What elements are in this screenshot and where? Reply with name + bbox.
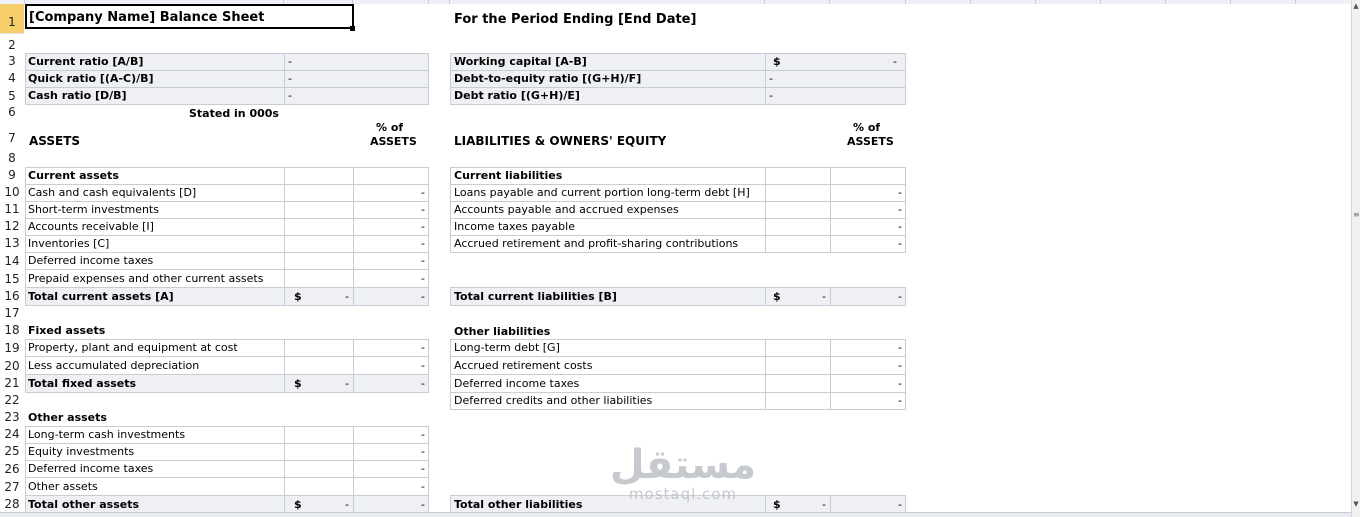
column-header-j[interactable]	[1036, 0, 1101, 4]
sheet-tabs-bar[interactable]	[0, 512, 1352, 517]
total-current-assets-label[interactable]: Total current assets [A]	[28, 290, 174, 303]
asset-row-lt-cash[interactable]: Long-term cash investments	[28, 428, 186, 441]
total-other-assets-label[interactable]: Total other assets	[28, 498, 140, 511]
total-current-assets-currency: $	[294, 290, 302, 303]
column-header-d[interactable]	[429, 0, 450, 4]
row-header-10[interactable]: 10	[0, 184, 24, 202]
quick-ratio-label[interactable]: Quick ratio [(A-C)/B]	[28, 72, 154, 85]
row-header-1[interactable]: 1	[0, 4, 24, 34]
column-header-m[interactable]	[1231, 0, 1296, 4]
row-header-28[interactable]: 28	[0, 496, 24, 514]
liability-row-lt-debt[interactable]: Long-term debt [G]	[454, 341, 560, 354]
liabilities-pct-header-1[interactable]: % of	[853, 121, 881, 134]
row-header-15[interactable]: 15	[0, 270, 24, 289]
liabilities-pct-header-2[interactable]: ASSETS	[847, 135, 894, 148]
liability-payable-pct[interactable]: -	[898, 203, 902, 216]
row-header-27[interactable]: 27	[0, 478, 24, 497]
asset-row-cash[interactable]: Cash and cash equivalents [D]	[28, 186, 197, 199]
liability-deferred-credits-pct[interactable]: -	[898, 394, 902, 407]
total-other-assets-currency: $	[294, 498, 302, 511]
liability-row-income-tax[interactable]: Income taxes payable	[454, 220, 575, 233]
total-other-liabilities-pct[interactable]: -	[898, 498, 902, 511]
cash-ratio-value[interactable]: -	[288, 89, 292, 102]
assets-pct-header-1[interactable]: % of	[376, 121, 404, 134]
working-capital-currency: $	[773, 55, 781, 68]
total-current-liabilities-label[interactable]: Total current liabilities [B]	[454, 290, 617, 303]
watermark-arabic: مستقل	[609, 442, 757, 488]
total-current-assets-value[interactable]: -	[345, 290, 349, 303]
column-header-e[interactable]	[450, 0, 765, 4]
current-assets-header[interactable]: Current assets	[28, 169, 119, 182]
row-header-24[interactable]: 24	[0, 426, 24, 444]
row-header-3[interactable]: 3	[0, 53, 24, 71]
debt-to-equity-label[interactable]: Debt-to-equity ratio [(G+H)/F]	[454, 72, 642, 85]
total-other-liabilities-value[interactable]: -	[822, 498, 826, 511]
liability-row-accrued-retirement[interactable]: Accrued retirement costs	[454, 359, 593, 372]
liability-loans-pct[interactable]: -	[898, 186, 902, 199]
fill-handle[interactable]	[350, 26, 355, 31]
row-header-23[interactable]: 23	[0, 409, 24, 427]
asset-depreciation-pct[interactable]: -	[421, 359, 425, 372]
asset-row-deferred-tax[interactable]: Deferred income taxes	[28, 254, 154, 267]
row-header-13[interactable]: 13	[0, 235, 24, 253]
column-header-k[interactable]	[1101, 0, 1166, 4]
total-fixed-assets-currency: $	[294, 377, 302, 390]
liability-row-payable[interactable]: Accounts payable and accrued expenses	[454, 203, 679, 216]
liability-row-retirement[interactable]: Accrued retirement and profit-sharing contributions	[454, 237, 739, 250]
asset-row-inventories[interactable]: Inventories [C]	[28, 237, 110, 250]
debt-to-equity-value[interactable]: -	[769, 72, 773, 85]
asset-inventories-pct[interactable]: -	[421, 237, 425, 250]
row-header-22[interactable]: 22	[0, 392, 24, 410]
total-fixed-assets-label[interactable]: Total fixed assets	[28, 377, 137, 390]
scroll-grip-icon[interactable]: ≡	[1353, 210, 1360, 219]
stated-in-thousands[interactable]: Stated in 000s	[189, 107, 279, 120]
row-header-17[interactable]: 17	[0, 305, 24, 323]
liability-accrued-retirement-pct[interactable]: -	[898, 359, 902, 372]
asset-row-depreciation[interactable]: Less accumulated depreciation	[28, 359, 200, 372]
row-header-26[interactable]: 26	[0, 460, 24, 479]
asset-deferred-tax-pct[interactable]: -	[421, 254, 425, 267]
asset-row-receivable[interactable]: Accounts receivable [I]	[28, 220, 154, 233]
asset-receivable-pct[interactable]: -	[421, 220, 425, 233]
total-other-liabilities-currency: $	[773, 498, 781, 511]
current-ratio-label[interactable]: Current ratio [A/B]	[28, 55, 144, 68]
asset-row-prepaid[interactable]: Prepaid expenses and other current assets	[28, 272, 264, 285]
column-header-c[interactable]	[353, 0, 429, 4]
liability-income-tax-pct[interactable]: -	[898, 220, 902, 233]
debt-ratio-value[interactable]: -	[769, 89, 773, 102]
row-header-12[interactable]: 12	[0, 218, 24, 236]
total-current-liabilities-pct[interactable]: -	[898, 290, 902, 303]
row-header-25[interactable]: 25	[0, 443, 24, 461]
vertical-scrollbar[interactable]	[1351, 0, 1360, 517]
row-header-2[interactable]: 2	[0, 37, 24, 54]
sheet-title[interactable]: [Company Name] Balance Sheet	[29, 10, 265, 25]
row-header-11[interactable]: 11	[0, 201, 24, 219]
liabilities-header[interactable]: LIABILITIES & OWNERS' EQUITY	[454, 134, 667, 148]
liability-row-deferred-tax[interactable]: Deferred income taxes	[454, 377, 580, 390]
row-header-16[interactable]: 16	[0, 288, 24, 306]
asset-row-equity[interactable]: Equity investments	[28, 445, 135, 458]
working-capital-label[interactable]: Working capital [A-B]	[454, 55, 587, 68]
row-header-14[interactable]: 14	[0, 252, 24, 271]
asset-deferred-tax-2-pct[interactable]: -	[421, 462, 425, 475]
cash-ratio-label[interactable]: Cash ratio [D/B]	[28, 89, 127, 102]
row-header-8[interactable]: 8	[0, 150, 24, 168]
asset-cash-pct[interactable]: -	[421, 186, 425, 199]
column-header-i[interactable]	[971, 0, 1036, 4]
row-header-5[interactable]: 5	[0, 87, 24, 106]
liability-deferred-tax-pct[interactable]: -	[898, 377, 902, 390]
row-header-6[interactable]: 6	[0, 105, 24, 120]
asset-row-short-term[interactable]: Short-term investments	[28, 203, 159, 216]
liability-lt-debt-pct[interactable]: -	[898, 341, 902, 354]
watermark-latin: mostaql.com	[628, 485, 738, 503]
row-header-4[interactable]: 4	[0, 70, 24, 88]
asset-lt-cash-pct[interactable]: -	[421, 428, 425, 441]
current-ratio-value[interactable]: -	[288, 55, 292, 68]
total-other-liabilities-label[interactable]: Total other liabilities	[454, 498, 583, 511]
total-other-assets-pct[interactable]: -	[421, 498, 425, 511]
total-fixed-assets-pct[interactable]: -	[421, 377, 425, 390]
total-current-liabilities-value[interactable]: -	[822, 290, 826, 303]
scroll-up-icon[interactable]: ▲	[1353, 2, 1359, 10]
fixed-assets-header[interactable]: Fixed assets	[28, 324, 106, 337]
working-capital-value[interactable]: -	[893, 55, 897, 68]
column-header-n[interactable]	[1296, 0, 1352, 4]
total-other-assets-value[interactable]: -	[345, 498, 349, 511]
row-header-18[interactable]: 18	[0, 322, 24, 340]
asset-equity-pct[interactable]: -	[421, 445, 425, 458]
column-header-l[interactable]	[1166, 0, 1231, 4]
row-header-20[interactable]: 20	[0, 357, 24, 376]
asset-row-deferred-tax-2[interactable]: Deferred income taxes	[28, 462, 154, 475]
assets-header[interactable]: ASSETS	[29, 134, 81, 148]
asset-ppe-pct[interactable]: -	[421, 341, 425, 354]
quick-ratio-value[interactable]: -	[288, 72, 292, 85]
period-label[interactable]: For the Period Ending [End Date]	[454, 12, 697, 27]
watermark-logo	[608, 442, 758, 503]
row-header-21[interactable]: 21	[0, 375, 24, 393]
asset-row-ppe[interactable]: Property, plant and equipment at cost	[28, 341, 238, 354]
row-header-9[interactable]: 9	[0, 167, 24, 185]
asset-prepaid-pct[interactable]: -	[421, 272, 425, 285]
liability-row-deferred-credits[interactable]: Deferred credits and other liabilities	[454, 394, 653, 407]
total-fixed-assets-value[interactable]: -	[345, 377, 349, 390]
row-header-7[interactable]: 7	[0, 119, 24, 151]
other-assets-header[interactable]: Other assets	[28, 411, 107, 424]
asset-row-other[interactable]: Other assets	[28, 480, 98, 493]
scroll-down-icon[interactable]: ▼	[1353, 500, 1359, 508]
column-header-h[interactable]	[906, 0, 971, 4]
current-liabilities-header[interactable]: Current liabilities	[454, 169, 563, 182]
assets-pct-header-2[interactable]: ASSETS	[370, 135, 417, 148]
total-current-assets-pct[interactable]: -	[421, 290, 425, 303]
debt-ratio-label[interactable]: Debt ratio [(G+H)/E]	[454, 89, 580, 102]
total-current-liabilities-currency: $	[773, 290, 781, 303]
asset-short-term-pct[interactable]: -	[421, 203, 425, 216]
column-header-f[interactable]	[765, 0, 830, 4]
liability-retirement-pct[interactable]: -	[898, 237, 902, 250]
column-header-g[interactable]	[830, 0, 906, 4]
liability-row-loans[interactable]: Loans payable and current portion long-term debt [H]	[454, 186, 750, 199]
asset-other-pct[interactable]: -	[421, 480, 425, 493]
other-liabilities-header[interactable]: Other liabilities	[454, 325, 551, 338]
row-header-19[interactable]: 19	[0, 339, 24, 358]
